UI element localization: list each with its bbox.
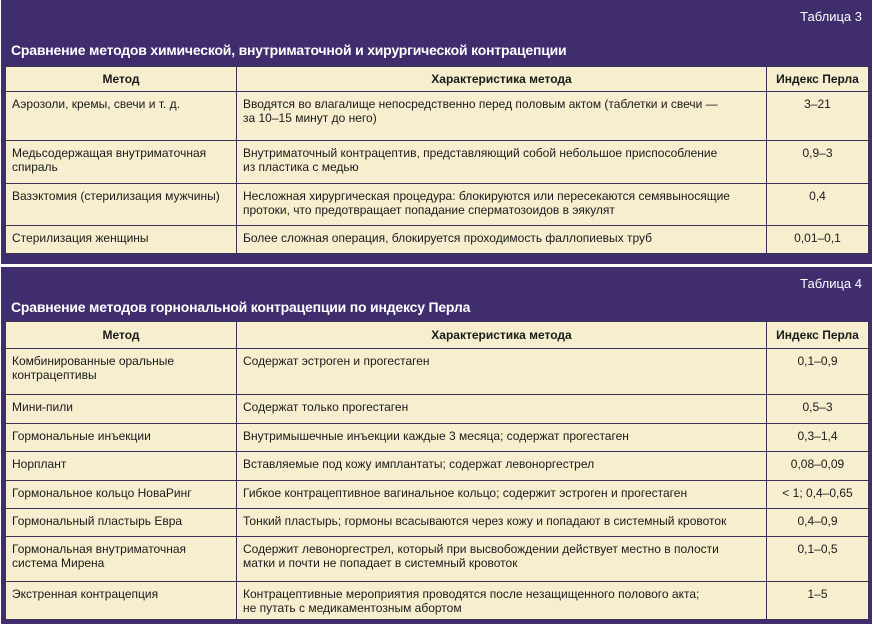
method-cell [6,537,237,582]
table-row [6,452,869,481]
description-cell: Гибкое контрацептивное вагинальное кольцо; содержит эстроген и прогестаген [237,481,767,509]
pearl-index-cell: 0,1–0,5 [767,537,869,582]
table-row [6,509,869,537]
table-row [6,226,869,254]
description-cell [237,92,767,141]
table-3-title: Сравнение методов химической, внутриматочной и хирургической контрацепции [11,42,567,58]
pearl-index-cell: 0,1–0,9 [767,349,869,395]
pearl-index-cell: < 1; 0,4–0,65 [767,481,869,509]
table-4-number: Таблица 4 [800,276,862,291]
description-cell [237,582,767,620]
pearl-index-cell: 0,01–0,1 [767,226,869,254]
table-row [6,424,869,452]
table-row [6,349,869,395]
table-3-number: Таблица 3 [800,9,862,24]
table-3 [5,66,869,254]
pearl-index-cell: 0,9–3 [767,141,869,184]
description-cell: Содержат эстроген и прогестаген [237,349,767,395]
description-line: из пластика с медью [243,160,359,174]
description-cell: Содержат только прогестаген [237,395,767,424]
table-4-title: Сравнение методов горнональной контрацепции по индексу Перла [11,299,471,315]
description-line: не путать с медикаментозным абортом [243,601,462,615]
description-line: матки и почти не попадает в системный кровоток [243,556,518,570]
description-line: Внутриматочный контрацептив, представляющий собой небольшое приспособление [243,146,718,160]
method-cell: Гормональный пластырь Евра [6,509,237,537]
method-cell [6,141,237,184]
table-row [6,141,869,184]
column-header-pearl-index: Индекс Перла [767,67,869,92]
pearl-index-cell: 1–5 [767,582,869,620]
table-row [6,582,869,620]
pearl-index-cell: 0,4 [767,184,869,226]
description-line: Содержит левоноргестрел, который при высвобождении действует местно в полости [243,542,719,556]
pearl-index-cell: 0,08–0,09 [767,452,869,481]
method-line: Медьсодержащая внутриматочная [12,146,207,160]
column-header-method: Метод [6,322,237,349]
description-cell [237,184,767,226]
pearl-index-cell: 0,3–1,4 [767,424,869,452]
column-header-description: Характеристика метода [237,322,767,349]
method-cell: Экстренная контрацепция [6,582,237,620]
table-row [6,184,869,226]
table-row [6,395,869,424]
description-cell [237,141,767,184]
description-line: Вводятся во влагалище непосредственно перед половым актом (таблетки и свечи — [243,97,718,111]
method-line: Гормональная внутриматочная [12,542,187,556]
method-cell: Норплант [6,452,237,481]
table-row [6,92,869,141]
table-header-row [6,67,869,92]
column-header-method: Метод [6,67,237,92]
pearl-index-cell: 3–21 [767,92,869,141]
description-cell: Более сложная операция, блокируется проходимость фаллопиевых труб [237,226,767,254]
table-header-row [6,322,869,349]
table-3-panel [1,0,872,264]
description-cell: Вставляемые под кожу имплантаты; содержат левоноргестрел [237,452,767,481]
description-line: Контрацептивные мероприятия проводятся после незащищенного полового акта; [243,587,700,601]
method-cell [6,349,237,395]
description-line: Несложная хирургическая процедура: блокируются или пересекаются семявыносящие [243,189,730,203]
pearl-index-cell: 0,5–3 [767,395,869,424]
method-cell: Стерилизация женщины [6,226,237,254]
description-cell [237,537,767,582]
table-4 [5,321,869,620]
description-line: протоки, что предотвращает попадание сперматозоидов в эякулят [243,203,615,217]
method-cell: Аэрозоли, кремы, свечи и т. д. [6,92,237,141]
table-row [6,537,869,582]
pearl-index-cell: 0,4–0,9 [767,509,869,537]
description-line: за 10–15 минут до него) [243,111,377,125]
method-cell: Гормональные инъекции [6,424,237,452]
description-cell: Внутримышечные инъекции каждые 3 месяца; содержат прогестаген [237,424,767,452]
table-4-panel [1,267,872,624]
method-line: Комбинированные оральные [12,354,175,368]
method-line: спираль [12,160,58,174]
method-cell: Гормональное кольцо НоваРинг [6,481,237,509]
method-cell: Мини-пили [6,395,237,424]
column-header-description: Характеристика метода [237,67,767,92]
method-line: контрацептивы [12,368,97,382]
column-header-pearl-index: Индекс Перла [767,322,869,349]
method-line: система Мирена [12,556,105,570]
description-cell: Тонкий пластырь; гормоны всасываются через кожу и попадают в системный кровоток [237,509,767,537]
table-row [6,481,869,509]
method-cell: Вазэктомия (стерилизация мужчины) [6,184,237,226]
